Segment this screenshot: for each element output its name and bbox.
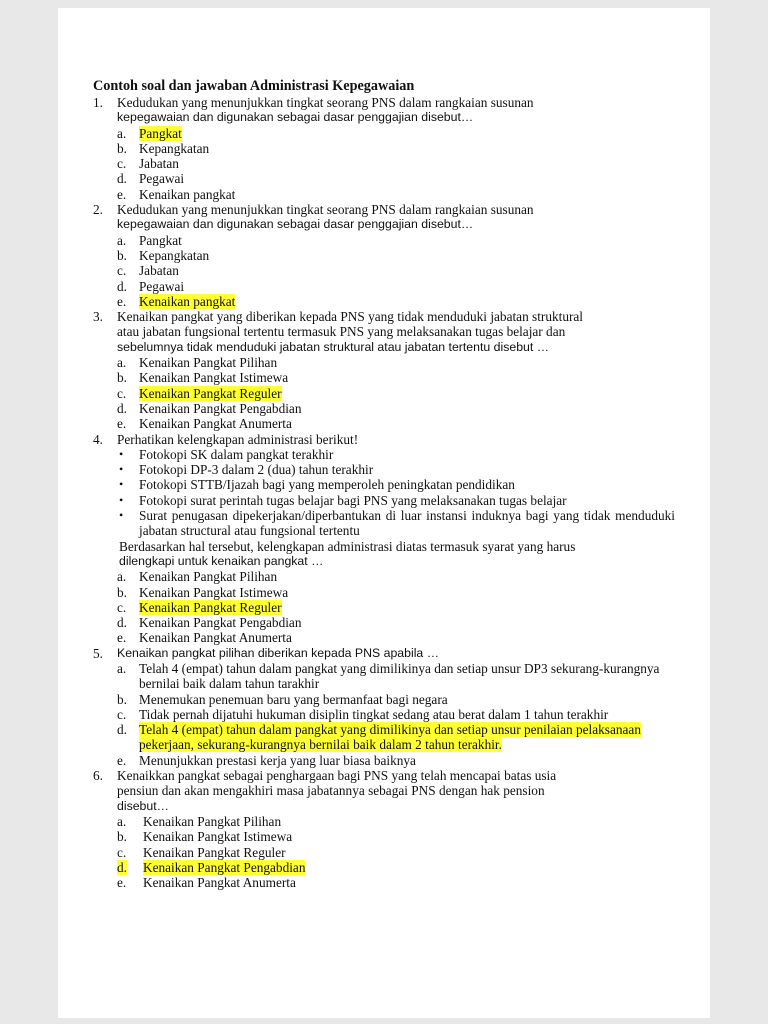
- requirements-list: [117, 447, 675, 539]
- question-number: 3.: [93, 309, 103, 325]
- option-a: [117, 814, 675, 829]
- answer-options: [117, 126, 675, 202]
- option-a: [117, 126, 675, 141]
- requirement-item: [117, 493, 675, 508]
- option-letter: a.: [117, 813, 127, 829]
- requirement-text: Surat penugasan dipekerjakan/diperbantukan di luar instansi induknya bagi yang tidak menduduki jabatan structural atau fungsional tertentu: [139, 508, 675, 539]
- question-2: [93, 202, 675, 309]
- answer-options: [117, 355, 675, 431]
- option-letter: a.: [117, 232, 127, 248]
- question-stem-line: kepegawaian dan digunakan sebagai dasar penggajian disebut…: [117, 110, 474, 125]
- option-text: Pegawai: [139, 278, 185, 294]
- option-text: Telah 4 (empat) tahun dalam pangkat yang dimilikinya dan setiap unsur DP3 sekurang-kurangnya bernilai baik dalam tahun tarakhir: [139, 660, 660, 692]
- option-text: Kenaikan Pangkat Pilihan: [139, 355, 278, 371]
- question-4: [93, 432, 675, 646]
- option-letter: e.: [117, 416, 127, 432]
- option-c: [117, 263, 675, 278]
- option-text-correct: Kenaikan pangkat: [139, 293, 236, 309]
- bullet-icon: •: [119, 477, 124, 492]
- answer-options: [117, 814, 675, 890]
- option-text: Kepangkatan: [139, 247, 210, 263]
- option-letter: e.: [117, 630, 127, 646]
- requirement-item: [117, 508, 675, 539]
- question-number: 6.: [93, 768, 103, 784]
- option-letter: d.: [117, 400, 127, 416]
- option-text: Tidak pernah dijatuhi hukuman disiplin tingkat sedang atau berat dalam 1 tahun terakhir: [139, 706, 609, 722]
- question-stem-line: Kedudukan yang menunjukkan tingkat seorang PNS dalam rangkaian susunan: [117, 202, 534, 218]
- option-letter: a.: [117, 569, 127, 585]
- option-b: [117, 692, 675, 707]
- option-letter: e.: [117, 186, 127, 202]
- option-text: Menunjukkan prestasi kerja yang luar biasa baiknya: [139, 752, 416, 768]
- question-stem-line: pensiun dan akan mengakhiri masa jabatannya sebagai PNS dengan hak pension: [117, 783, 545, 799]
- option-letter: c.: [117, 599, 127, 615]
- option-letter: d.: [117, 615, 127, 631]
- option-a: [117, 569, 675, 584]
- option-text: Kepangkatan: [139, 140, 210, 156]
- requirement-item: [117, 462, 675, 477]
- option-text: Kenaikan pangkat: [139, 186, 236, 202]
- option-letter: d.: [117, 278, 127, 294]
- option-c: [117, 600, 675, 615]
- option-d: [117, 171, 675, 186]
- question-6: [93, 768, 675, 890]
- option-letter: e.: [117, 752, 127, 768]
- option-text: Kenaikan Pangkat Anumerta: [143, 875, 296, 891]
- option-d: [117, 279, 675, 294]
- question-number: 5.: [93, 645, 103, 661]
- option-c: [117, 845, 675, 860]
- answer-options: [117, 233, 675, 309]
- option-letter: c.: [117, 156, 127, 172]
- option-text-correct: Kenaikan Pangkat Reguler: [139, 385, 282, 401]
- question-stem-line: Kenaikkan pangkat sebagai penghargaan bagi PNS yang telah mencapai batas usia: [117, 768, 557, 784]
- requirement-text: Fotokopi STTB/Ijazah bagi yang memperoleh peningkatan pendidikan: [139, 477, 515, 493]
- option-letter: c.: [117, 844, 127, 860]
- question-5: [93, 646, 675, 768]
- option-b: [117, 248, 675, 263]
- option-e: [117, 187, 675, 202]
- option-letter: b.: [117, 370, 127, 386]
- option-c: [117, 386, 675, 401]
- question-stem-line: Kenaikan pangkat yang diberikan kepada PNS yang tidak menduduki jabatan struktural: [117, 309, 584, 325]
- question-stem-line: disebut…: [117, 798, 169, 813]
- option-text: Kenaikan Pangkat Istimewa: [139, 370, 289, 386]
- question-1: [93, 95, 675, 202]
- option-letter: b.: [117, 140, 127, 156]
- document-content: [93, 78, 675, 890]
- requirement-item: [117, 447, 675, 462]
- option-letter: a.: [117, 125, 127, 141]
- option-letter: b.: [117, 584, 127, 600]
- bullet-icon: •: [119, 462, 124, 477]
- option-c: [117, 707, 675, 722]
- option-text: Jabatan: [139, 263, 179, 279]
- question-stem-line: Kedudukan yang menunjukkan tingkat seorang PNS dalam rangkaian susunan: [117, 95, 534, 110]
- option-letter: d.: [117, 859, 127, 875]
- option-e: [117, 753, 675, 768]
- option-e: [117, 875, 675, 890]
- option-text: Kenaikan Pangkat Anumerta: [139, 416, 292, 432]
- option-e: [117, 416, 675, 431]
- option-text: Jabatan: [139, 156, 179, 172]
- bullet-icon: •: [119, 446, 124, 461]
- option-text: Menemukan penemuan baru yang bermanfaat bagi negara: [139, 691, 448, 707]
- option-letter: b.: [117, 691, 127, 707]
- question-number: 2.: [93, 202, 103, 218]
- option-letter: a.: [117, 660, 127, 676]
- option-d: [117, 722, 675, 753]
- document-title: Contoh soal dan jawaban Administrasi Kepegawaian: [93, 78, 415, 94]
- question-number: 1.: [93, 95, 103, 110]
- option-text: Kenaikan Pangkat Pilihan: [143, 813, 282, 829]
- option-d: [117, 401, 675, 416]
- option-text: Kenaikan Pangkat Istimewa: [143, 829, 293, 845]
- option-letter: c.: [117, 706, 127, 722]
- question-conclusion-line: Berdasarkan hal tersebut, kelengkapan administrasi diatas termasuk syarat yang harus: [119, 538, 576, 554]
- option-e: [117, 630, 675, 645]
- option-letter: e.: [117, 875, 127, 891]
- bullet-icon: •: [119, 492, 124, 507]
- question-stem-line: kepegawaian dan digunakan sebagai dasar penggajian disebut…: [117, 217, 474, 232]
- option-a: [117, 233, 675, 248]
- requirement-text: Fotokopi DP-3 dalam 2 (dua) tahun terakhir: [139, 462, 374, 478]
- option-text-correct: Pangkat: [139, 125, 182, 141]
- option-text: Kenaikan Pangkat Pengabdian: [139, 400, 302, 416]
- question-3: [93, 309, 675, 431]
- answer-options: [117, 569, 675, 645]
- option-b: [117, 585, 675, 600]
- option-text: Kenaikan Pangkat Pilihan: [139, 569, 278, 585]
- option-text-correct: Telah 4 (empat) tahun dalam pangkat yang dimilikinya dan setiap unsur penilaian pelaksanaan pekerjaan, sekurang-kurangnya bernilai baik dalam 2 tahun terakhir.: [139, 722, 641, 753]
- bullet-icon: •: [119, 508, 124, 523]
- option-a: [117, 661, 675, 692]
- requirement-text: Fotokopi SK dalam pangkat terakhir: [139, 446, 334, 462]
- option-text: Pegawai: [139, 171, 185, 187]
- option-text: Pangkat: [139, 232, 182, 248]
- question-number: 4.: [93, 431, 103, 447]
- option-text: Kenaikan Pangkat Pengabdian: [139, 615, 302, 631]
- option-letter: a.: [117, 355, 127, 371]
- question-stem-line: atau jabatan fungsional tertentu termasuk PNS yang melaksanakan tugas belajar dan: [117, 324, 566, 340]
- question-stem-line: Kenaikan pangkat pilihan diberikan kepada PNS apabila …: [117, 645, 439, 660]
- option-text-correct: Kenaikan Pangkat Pengabdian: [143, 859, 306, 875]
- option-b: [117, 141, 675, 156]
- requirement-item: [117, 477, 675, 492]
- question-conclusion-line: dilengkapi untuk kenaikan pangkat …: [119, 553, 324, 568]
- question-stem-line: Perhatikan kelengkapan administrasi berikut!: [117, 431, 359, 447]
- question-stem-line: sebelumnya tidak menduduki jabatan struktural atau jabatan tertentu disebut …: [117, 339, 550, 354]
- option-letter: b.: [117, 247, 127, 263]
- option-text: Kenaikan Pangkat Anumerta: [139, 630, 292, 646]
- option-a: [117, 355, 675, 370]
- option-text: Kenaikan Pangkat Reguler: [143, 844, 286, 860]
- option-letter: d.: [117, 171, 127, 187]
- option-d: [117, 615, 675, 630]
- answer-options: [117, 661, 675, 768]
- option-letter: c.: [117, 263, 127, 279]
- requirement-text: Fotokopi surat perintah tugas belajar bagi PNS yang melaksanakan tugas belajar: [139, 492, 567, 508]
- option-b: [117, 829, 675, 844]
- option-letter: b.: [117, 829, 127, 845]
- option-b: [117, 370, 675, 385]
- option-letter: d.: [117, 722, 127, 738]
- option-e: [117, 294, 675, 309]
- option-text: Kenaikan Pangkat Istimewa: [139, 584, 289, 600]
- option-text-correct: Kenaikan Pangkat Reguler: [139, 599, 282, 615]
- option-d: [117, 860, 675, 875]
- option-c: [117, 156, 675, 171]
- option-letter: c.: [117, 385, 127, 401]
- option-letter: e.: [117, 293, 127, 309]
